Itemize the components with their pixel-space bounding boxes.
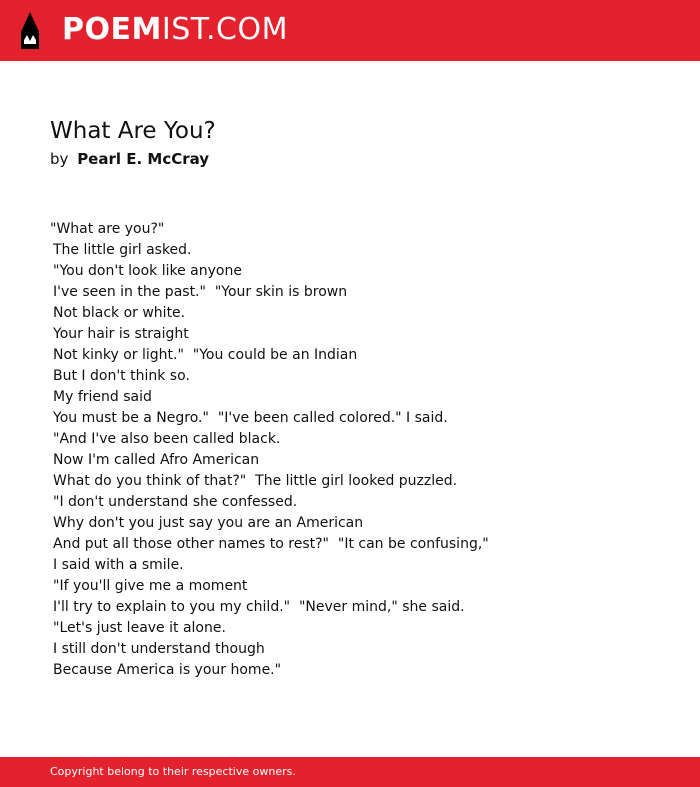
site-footer [0,757,700,787]
poem-line: And put all those other names to rest?" "It can be confusing," [53,536,489,552]
poem-line: Because America is your home." [53,662,282,678]
byline [50,148,209,170]
poem-line: I still don't understand though [53,641,265,657]
poem-line: "If you'll give me a moment [53,578,248,594]
pencil-tip-icon[interactable] [18,10,42,50]
poem-line: I've seen in the past." "Your skin is brown [53,284,348,300]
poem-line: But I don't think so. [53,368,190,384]
brand-light: IST.COM [161,12,288,47]
poem-line: Not black or white. [53,305,186,321]
poem-line: I'll try to explain to you my child." "Never mind," she said. [53,599,465,615]
poem-line: Now I'm called Afro American [53,452,260,468]
poem-line: "I don't understand she confessed. [53,494,298,510]
poem-line: "What are you?" [50,221,165,237]
site-logo-text[interactable] [62,12,288,48]
poem-body [50,219,489,681]
poem-line: Not kinky or light." "You could be an Indian [53,347,358,363]
brand-bold: POEM [62,12,162,47]
poem-line: The little girl asked. [53,242,192,258]
poem-line: Your hair is straight [53,326,189,342]
author-name: Pearl E. McCray [77,150,210,168]
poem-line: "Let's just leave it alone. [53,620,226,636]
by-label: by [50,150,69,168]
poem-title: What Are You? [50,118,216,144]
poem-line: "And I've also been called black. [53,431,281,447]
site-header [0,0,700,61]
poem-line: Why don't you just say you are an American [53,515,364,531]
poem-line: You must be a Negro." "I've been called colored." I said. [53,410,448,426]
copyright-text: Copyright belong to their respective owners. [50,765,296,778]
poem-line: "You don't look like anyone [53,263,242,279]
poem-line: I said with a smile. [53,557,184,573]
poem-line: What do you think of that?" The little girl looked puzzled. [53,473,458,489]
poem-line: My friend said [53,389,152,405]
